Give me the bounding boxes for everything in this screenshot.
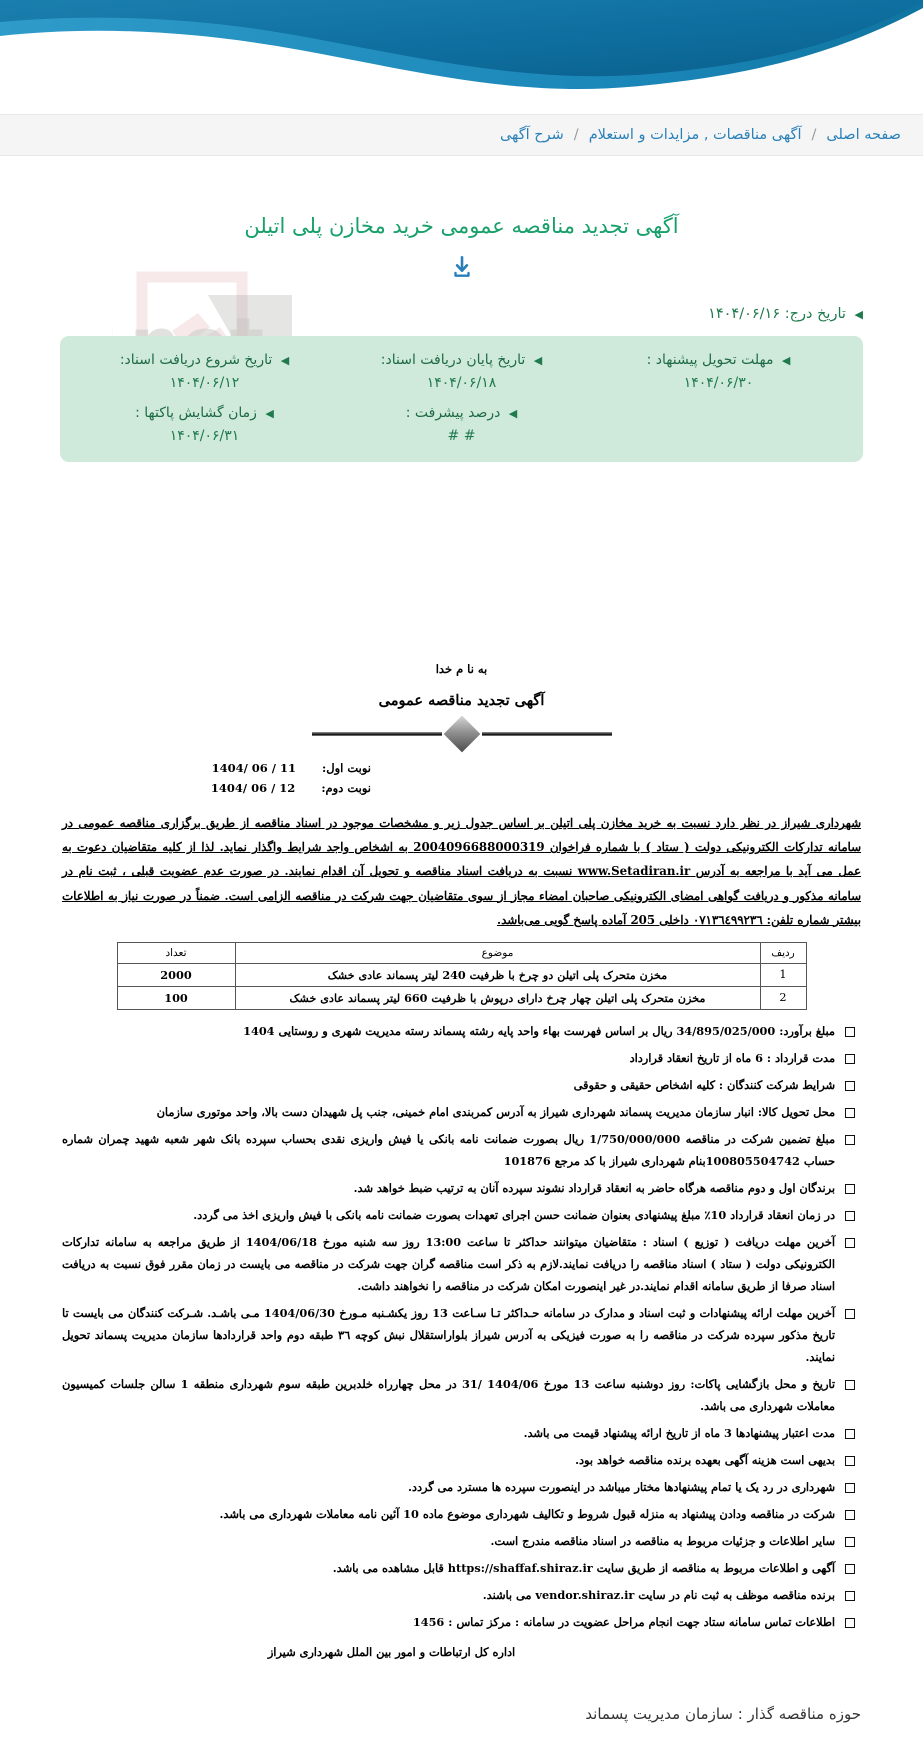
page-title: آگهی تجدید مناقصه عمومی خرید مخازن پلی اتیلن <box>244 214 679 238</box>
table-header-row-number: ردیف <box>760 942 806 963</box>
info-label <box>78 405 331 421</box>
list-item: بدیهی است هزینه آگهی بعهده برنده مناقصه خواهد بود. <box>62 1449 861 1471</box>
cell-subject: مخزن متحرک پلی اتیلن چهار چرخ دارای درپوش با ظرفیت 660 لیتر پسماند عادی خشک <box>235 986 760 1009</box>
nobat-date: 1404/ 06 / 12 <box>210 781 296 795</box>
intro-paragraph-part-d: داخلی 205 آماده پاسخ گویی می‌باشد. <box>496 912 693 927</box>
table-row <box>117 986 806 1009</box>
issuing-office-line: اداره کل ارتباطات و امور بین الملل شهرداری شیراز <box>267 1645 516 1660</box>
setadiran-link[interactable]: www.Setadiran.ir <box>577 864 691 879</box>
divider-bar-right <box>312 732 442 736</box>
info-value: ۱۴۰۴/۰۶/۳۰ <box>683 375 754 391</box>
bullet-triangle-icon: ◀ <box>533 354 543 367</box>
items-table <box>117 942 807 1010</box>
cell-count: 100 <box>117 986 235 1009</box>
breadcrumb-bar <box>0 114 923 156</box>
info-label-text: درصد پیشرفت : <box>405 405 501 421</box>
bullet-triangle-icon: ◀ <box>854 308 863 321</box>
divider-bar-left <box>482 732 612 736</box>
list-item: آگهی و اطلاعات مربوط به مناقصه از طریق سایت https://shaffaf.shiraz.ir قابل مشاهده می باشد. <box>62 1557 861 1579</box>
tender-document <box>0 662 923 1659</box>
info-label-text: مهلت تحویل پیشنهاد : <box>646 352 774 368</box>
list-item: مدت اعتبار پیشنهادها 3 ماه از تاریخ ارائه پیشنهاد قیمت می باشد. <box>62 1422 861 1444</box>
info-cell-docs-end <box>335 352 588 391</box>
list-item: آخرین مهلت دریافت ( توزیع ) اسناد : متقاضیان میتوانند حداکثر تا ساعت 13:00 روز سه شنبه مورخ 1404/06/18 از طریق مراجعه به سامانه تدارکات الکترونیکی دولت ( ستاد ) اسناد مناقصه را دریافت نمایند.لازم به ذکر است مناقصه گران جهت شرکت در مناقصه می بایست در زمان مقرر فوق نسبت به دریافت اسناد صرفا از طریق سامانه اقدام نمایند.در غیر اینصورت امکان شرکت در مناقصه را نخواهند داشت. <box>62 1231 861 1297</box>
breadcrumb <box>500 127 901 143</box>
breadcrumb-separator: / <box>811 127 817 143</box>
list-item: برنده مناقصه موظف به ثبت نام در سایت vendor.shiraz.ir می باشند. <box>62 1584 861 1606</box>
items-table-body <box>117 963 806 1009</box>
info-value: # # <box>447 428 476 444</box>
breadcrumb-item-current: شرح آگهی <box>499 127 564 143</box>
info-value: ۱۴۰۴/۰۶/۱۲ <box>169 375 240 391</box>
download-icon[interactable] <box>449 254 475 280</box>
table-header-count: تعداد <box>117 942 235 963</box>
nobat-row-first <box>62 761 861 775</box>
bullet-triangle-icon: ◀ <box>781 354 791 367</box>
nobat-label: نوبت اول: <box>322 761 371 775</box>
divider-diamond-icon <box>443 716 480 753</box>
list-item: تاریخ و محل بازگشایی پاکات: روز دوشنبه ساعت 13 مورخ 1404/06 /31 در محل چهارراه خلدبرین طبقه سوم شهرداری منطقه 1 سالن جلسات کمیسیون معاملات شهرداری می باشد. <box>62 1373 861 1417</box>
insert-date-value: ۱۴۰۴/۰۶/۱۶ <box>708 306 781 322</box>
intro-paragraph-part-b: به اشخاص واجد شرایط واگذار نماید. لذا از کلیه متقاضیان دعوت به عمل می آید با مراجعه به آدرس <box>62 840 861 879</box>
cell-count: 2000 <box>117 963 235 986</box>
info-label <box>335 405 588 421</box>
bullet-triangle-icon: ◀ <box>508 407 518 420</box>
list-item: مدت قرارداد : 6 ماه از تاریخ انعقاد قرارداد <box>62 1047 861 1069</box>
nobat-block <box>62 761 861 795</box>
info-label-text: تاریخ پایان دریافت اسناد: <box>380 352 526 368</box>
tender-dates-panel <box>60 336 863 462</box>
list-item: مبلغ برآورد: 34/895/025/000 ریال بر اساس فهرست بهاء واحد پایه رشته پسماند رسته مدیریت شهری و روستایی 1404 <box>62 1020 861 1042</box>
info-label-text: زمان گشایش پاکتها : <box>135 405 257 421</box>
info-label <box>335 352 588 368</box>
bullet-triangle-icon: ◀ <box>280 354 290 367</box>
ornamental-divider <box>62 723 861 745</box>
tender-owner-footer: حوزه مناقصه گذار : سازمان مدیریت پسماند <box>585 1705 861 1724</box>
info-value: ۱۴۰۴/۰۶/۱۸ <box>426 375 497 391</box>
contact-phone: ۰۷۱۳٦٤۹۹۲۳٦ <box>692 912 763 927</box>
info-label <box>592 352 845 368</box>
list-item: مبلغ تضمین شرکت در مناقصه 1/750/000/000 ریال بصورت ضمانت نامه بانکی یا فیش واریزی نقدی بحساب سپرده بانک شهر شعبه شهید چمران شماره حساب 100805504742بنام شهرداری شیراز با کد مرجع 101876 <box>62 1128 861 1172</box>
info-cell-delivery-deadline <box>592 352 845 391</box>
besmellah-line: به نا م خدا <box>435 662 488 676</box>
table-header-subject: موضوع <box>235 942 760 963</box>
breadcrumb-item-tenders[interactable]: آگهی مناقصات , مزایدات و استعلام <box>588 127 802 143</box>
cell-subject: مخزن متحرک پلی اتیلن دو چرخ با ظرفیت 240 لیتر پسماند عادی خشک <box>235 963 760 986</box>
breadcrumb-item-home[interactable]: صفحه اصلی <box>826 127 901 143</box>
tender-dates-grid <box>78 352 845 444</box>
list-item: در زمان انعقاد قرارداد 10٪ مبلغ پیشنهادی بعنوان ضمانت حسن اجرای تعهدات بصورت ضمانت نامه بانکی با فیش واریزی اخذ می گردد. <box>62 1204 861 1226</box>
fahkhan-number: 2004096688000319 <box>413 840 545 855</box>
intro-paragraph-part-a: شهرداری شیراز در نظر دارد نسبت به خرید مخازن پلی اتیلن بر اساس جدول زیر و مشخصات موجود در اسناد مناقصه از طریق برگزاری مناقصه عمومی در سامانه تدارکات الکترونیکی دولت ( ستاد ) با شماره فراخوان <box>62 816 862 855</box>
list-item: برندگان اول و دوم مناقصه هرگاه حاضر به انعقاد قرارداد نشوند سپرده آنان به ترتیب ضبط خواهد شد. <box>62 1177 861 1199</box>
list-item: سایر اطلاعات و جزئیات مربوط به مناقصه در اسناد مناقصه مندرج است. <box>62 1530 861 1552</box>
list-item: شرایط شرکت کنندگان : کلیه اشخاص حقیقی و حقوقی <box>62 1074 861 1096</box>
cell-row-number: 1 <box>760 963 806 986</box>
table-row <box>117 963 806 986</box>
insert-date-label: تاریخ درج: <box>784 306 846 322</box>
download-row <box>0 254 923 284</box>
download-icon-glyph <box>449 254 475 280</box>
info-value: ۱۴۰۴/۰۶/۳۱ <box>169 428 240 444</box>
info-label <box>78 352 331 368</box>
bullet-triangle-icon: ◀ <box>265 407 274 420</box>
header-wave-graphic <box>0 0 923 96</box>
list-item: شهرداری در رد یک یا تمام پیشنهادها مختار میباشد در اینصورت سپرده ها مسترد می گردد. <box>62 1476 861 1498</box>
intro-paragraph <box>62 811 861 932</box>
info-cell-progress-percent <box>335 405 588 444</box>
nobat-label: نوبت دوم: <box>321 781 371 795</box>
list-item: اطلاعات تماس سامانه ستاد جهت انجام مراحل عضویت در سامانه : مرکز تماس : 1456 <box>62 1611 861 1633</box>
site-header-banner <box>0 0 923 96</box>
items-table-head <box>117 942 806 963</box>
cell-row-number: 2 <box>760 986 806 1009</box>
intro-paragraph-part-c: نسبت به دریافت اسناد مناقصه و تحویل آن اقدام نمایند. در صورت عدم عضویت قبلی ، ثبت نام در سامانه مذکور و دریافت گواهی امضای الکترونیکی صاحبان امضاء مجاز از سوی متقاضیان جهت شرکت در مناقصه الزامی است. ضمناً در صورت نیاز به اطلاعات بیشتر شماره تلفن: <box>62 864 861 927</box>
document-heading: آگهی تجدید مناقصه عمومی <box>378 692 545 709</box>
list-item: محل تحویل کالا: انبار سازمان مدیریت پسماند شهرداری شیراز به آدرس کمربندی امام خمینی، جنب پل شهیدان دست بالا، واحد موتوری سازمان <box>62 1101 861 1123</box>
list-item: شرکت در مناقصه ودادن پیشنهاد به منزله قبول شروط و تکالیف شهرداری موضوع ماده 10 آئین نامه معاملات شهرداری می باشد. <box>62 1503 861 1525</box>
info-label-text: تاریخ شروع دریافت اسناد: <box>119 352 273 368</box>
info-cell-envelope-opening <box>78 405 331 444</box>
nobat-date: 1404/ 06 / 11 <box>211 761 296 775</box>
breadcrumb-separator: / <box>573 127 579 143</box>
insert-date-row <box>0 306 923 322</box>
conditions-list <box>62 1020 861 1633</box>
nobat-row-second <box>62 781 861 795</box>
document-top-spacer <box>0 462 923 662</box>
table-header-row <box>117 942 806 963</box>
info-cell-docs-start <box>78 352 331 391</box>
list-item: آخرین مهلت ارائه پیشنهادات و ثبت اسناد و مدارک در سامانه حـداکثر تـا سـاعت 13 روز یکشـنبه مـورخ 1404/06/30 مـی باشـد. شـرکت کنندگان می بایست تا تاریخ مذکور سپرده شرکت در مناقصه را به صورت فیزیکی به آدرس شیراز بلواراستقلال نبش کوچه ٣٦ طبقه دوم واحد قراردادها سازمان مدیریت پسماند تحویل نمایند. <box>62 1302 861 1368</box>
